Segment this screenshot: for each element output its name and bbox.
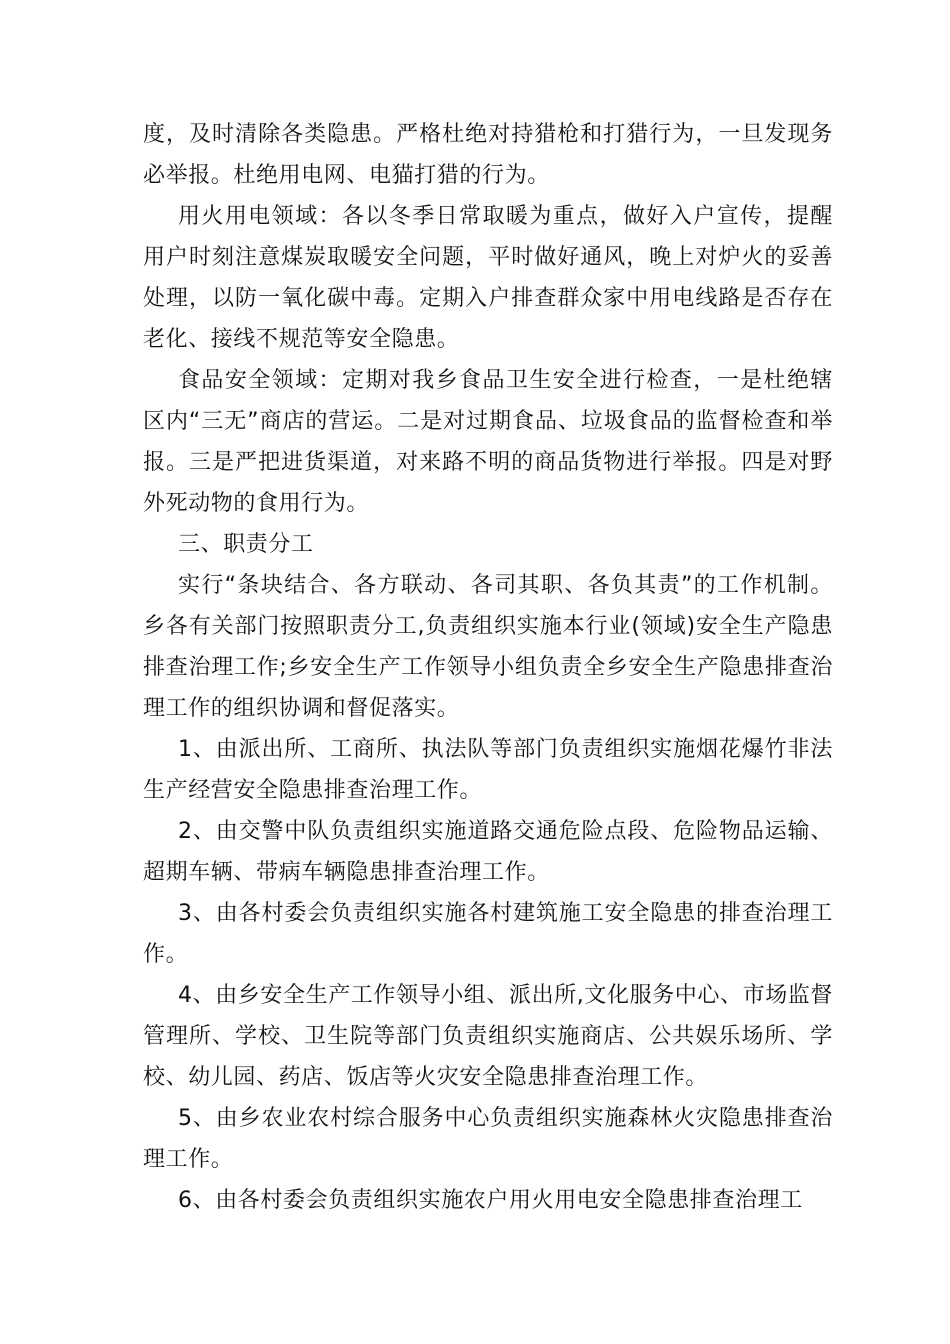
paragraph-food-safety: 食品安全领域：定期对我乡食品卫生安全进行检查，一是杜绝辖区内“三无”商店的营运。二是对过期食品、垃圾食品的监督检查和举报。三是严把进货渠道，对来路不明的商品货物进行举报。四是对野外死动物的食用行为。 [143,368,833,516]
list-item-1-fireworks: 1、由派出所、工商所、执法队等部门负责组织实施烟花爆竹非法生产经营安全隐患排查治理工作。 [143,737,833,803]
list-item-4-fire-safety: 4、由乡安全生产工作领导小组、派出所,文化服务中心、市场监督管理所、学校、卫生院等部门负责组织实施商店、公共娱乐场所、学校、幼儿园、药店、饭店等火灾安全隐患排查治理工作。 [143,983,833,1090]
paragraph-hunting-continuation: 度，及时清除各类隐患。严格杜绝对持猎枪和打猎行为，一旦发现务必举报。杜绝用电网、电猫打猎的行为。 [143,122,833,188]
list-item-3-construction: 3、由各村委会负责组织实施各村建筑施工安全隐患的排查治理工作。 [143,901,833,967]
list-item-6-household: 6、由各村委会负责组织实施农户用火用电安全隐患排查治理工 [178,1188,803,1213]
list-item-2-traffic: 2、由交警中队负责组织实施道路交通危险点段、危险物品运输、超期车辆、带病车辆隐患排查治理工作。 [143,819,833,885]
list-item-5-forest-fire: 5、由乡农业农村综合服务中心负责组织实施森林火灾隐患排查治理工作。 [143,1106,833,1172]
paragraph-fire-electricity: 用火用电领域：各以冬季日常取暖为重点，做好入户宣传，提醒用户时刻注意煤炭取暖安全问题，平时做好通风，晚上对炉火的妥善处理，以防一氧化碳中毒。定期入户排查群众家中用电线路是否存在老化、接线不规范等安全隐患。 [143,204,833,352]
paragraph-work-mechanism: 实行“条块结合、各方联动、各司其职、各负其责”的工作机制。乡各有关部门按照职责分工,负责组织实施本行业(领域)安全生产隐患排查治理工作;乡安全生产工作领导小组负责全乡安全生产隐患排查治理工作的组织协调和督促落实。 [143,573,833,721]
section-heading-responsibilities: 三、职责分工 [178,532,314,557]
document-body [143,114,833,1221]
